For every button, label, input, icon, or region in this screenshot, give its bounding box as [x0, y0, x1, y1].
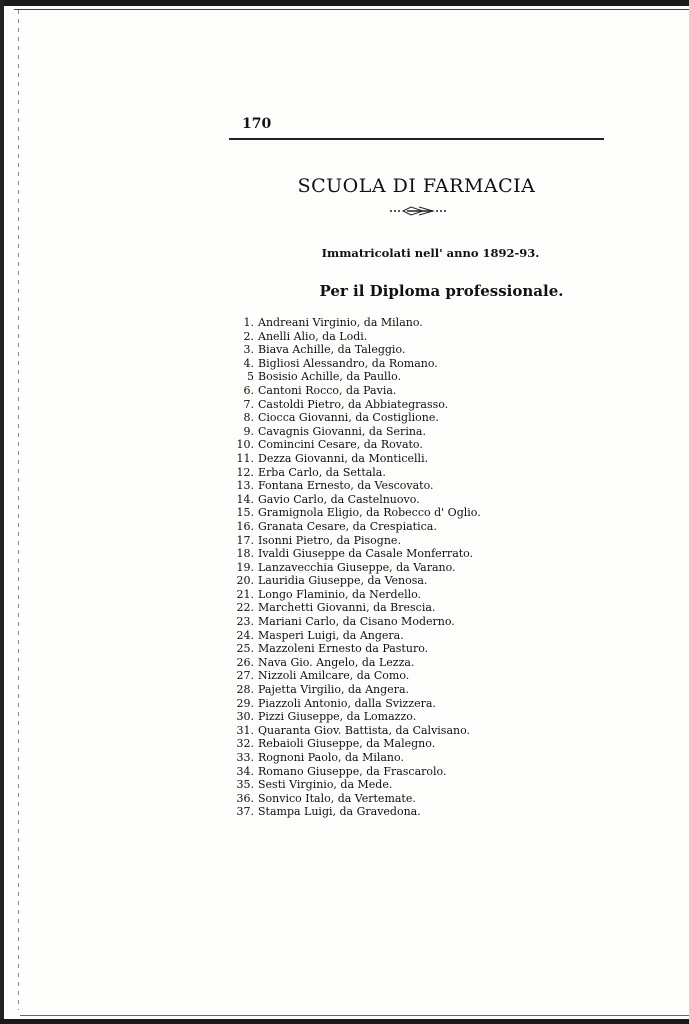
enrollment-year-subtitle: Immatricolati nell' anno 1892-93.: [321, 246, 540, 260]
list-item-number: 25.: [236, 642, 254, 656]
list-item: [232, 574, 481, 588]
list-item: [232, 316, 481, 330]
list-item-text: Granata Cesare, da Crespiatica.: [258, 519, 437, 533]
list-item-number: 26.: [236, 655, 254, 669]
list-item-number: 5: [247, 370, 254, 384]
list-item: [232, 778, 481, 792]
list-item: [232, 330, 481, 344]
list-item: [232, 683, 481, 697]
list-item-text: Nizzoli Amilcare, da Como.: [258, 669, 410, 683]
header-rule: [229, 138, 604, 140]
list-item-number: 19.: [236, 560, 254, 574]
list-item-number: 31.: [236, 723, 254, 737]
list-item-text: Pajetta Virgilio, da Angera.: [258, 683, 410, 697]
list-item-text: Andreani Virginio, da Milano.: [258, 316, 423, 329]
list-item-text: Mazzoleni Ernesto da Pasturo.: [258, 642, 429, 656]
list-item-text: Cavagnis Giovanni, da Serina.: [258, 424, 426, 438]
page-number: 170: [242, 116, 272, 132]
ornament-divider-icon: [389, 205, 447, 217]
list-item-text: Masperi Luigi, da Angera.: [258, 628, 404, 642]
list-item-number: 1.: [243, 316, 254, 329]
list-item-text: Dezza Giovanni, da Monticelli.: [258, 451, 429, 465]
list-item-number: 3.: [243, 343, 254, 357]
list-item-text: Comincini Cesare, da Rovato.: [258, 438, 423, 452]
list-item: [232, 534, 481, 548]
list-item-text: Mariani Carlo, da Cisano Moderno.: [258, 615, 455, 629]
list-item-text: Castoldi Pietro, da Abbiategrasso.: [258, 397, 449, 411]
list-item-number: 36.: [236, 791, 254, 805]
list-item-text: Cantoni Rocco, da Pavia.: [258, 383, 397, 397]
list-item-number: 20.: [236, 574, 254, 588]
list-item-number: 15.: [236, 506, 254, 520]
scan-bottom-rule: [20, 1015, 689, 1016]
list-item: [232, 629, 481, 643]
list-item: [232, 493, 481, 507]
list-item-text: Quaranta Giov. Battista, da Calvisano.: [258, 723, 471, 737]
list-item: [232, 411, 481, 425]
list-item: [232, 479, 481, 493]
list-item: [232, 805, 481, 819]
list-item-text: Bigliosi Alessandro, da Romano.: [258, 356, 438, 370]
list-item-text: Pizzi Giuseppe, da Lomazzo.: [258, 710, 417, 724]
list-item: [232, 615, 481, 629]
scan-top-rule: [14, 9, 689, 10]
list-item-number: 13.: [236, 479, 254, 493]
list-item: [232, 792, 481, 806]
list-item: [232, 452, 481, 466]
list-item-number: 9.: [243, 424, 254, 438]
list-item: [232, 751, 481, 765]
list-item: [232, 357, 481, 371]
list-item-text: Nava Gio. Angelo, da Lezza.: [258, 655, 415, 669]
list-item-number: 14.: [236, 492, 254, 506]
list-item-number: 24.: [236, 628, 254, 642]
list-item-number: 4.: [243, 356, 254, 370]
list-item-text: Lauridia Giuseppe, da Venosa.: [258, 574, 428, 588]
list-item: [232, 506, 481, 520]
list-item-number: 18.: [236, 547, 254, 561]
list-item-text: Romano Giuseppe, da Frascarolo.: [258, 764, 447, 778]
list-item-text: Erba Carlo, da Settala.: [258, 465, 386, 479]
student-list: [232, 316, 481, 819]
list-item-number: 35.: [236, 778, 254, 792]
list-item-text: Bosisio Achille, da Paullo.: [258, 370, 402, 384]
list-item: [232, 370, 481, 384]
list-item: [232, 561, 481, 575]
list-item: [232, 669, 481, 683]
list-item: [232, 656, 481, 670]
list-item: [232, 601, 481, 615]
list-item-number: 7.: [243, 397, 254, 411]
list-item-number: 16.: [236, 519, 254, 533]
list-item-number: 6.: [243, 383, 254, 397]
list-item: [232, 398, 481, 412]
list-item-text: Ivaldi Giuseppe da Casale Monferrato.: [258, 547, 474, 561]
list-item-number: 8.: [243, 411, 254, 425]
list-item: [232, 737, 481, 751]
list-item-text: Lanzavecchia Giuseppe, da Varano.: [258, 560, 456, 574]
list-item-number: 27.: [236, 669, 254, 683]
list-item-text: Isonni Pietro, da Pisogne.: [258, 533, 401, 547]
list-item-number: 12.: [236, 465, 254, 479]
list-item-number: 37.: [236, 805, 254, 819]
list-item: [232, 438, 481, 452]
list-item-text: Stampa Luigi, da Gravedona.: [258, 805, 421, 819]
list-item-text: Gavio Carlo, da Castelnuovo.: [258, 492, 420, 506]
list-item-number: 28.: [236, 683, 254, 697]
list-item-number: 2.: [243, 329, 254, 343]
list-item: [232, 384, 481, 398]
list-item: [232, 724, 481, 738]
list-item-text: Piazzoli Antonio, dalla Svizzera.: [258, 696, 436, 710]
list-item-number: 34.: [236, 764, 254, 778]
scan-bottom-border: [0, 1019, 689, 1024]
list-item-text: Rognoni Paolo, da Milano.: [258, 751, 404, 764]
list-item-number: 32.: [236, 737, 254, 751]
list-item-number: 10.: [236, 438, 254, 452]
list-item: [232, 697, 481, 711]
list-item-text: Gramignola Eligio, da Robecco d' Oglio.: [258, 506, 481, 520]
scan-binding-marks: [18, 10, 19, 1010]
list-item-text: Sesti Virginio, da Mede.: [258, 778, 393, 792]
list-item-number: 33.: [236, 751, 254, 764]
list-item-number: 30.: [236, 710, 254, 724]
list-item: [232, 642, 481, 656]
list-item-text: Longo Flaminio, da Nerdello.: [258, 587, 422, 601]
list-item-number: 29.: [236, 696, 254, 710]
page-title: SCUOLA DI FARMACIA: [297, 175, 536, 197]
list-item-text: Marchetti Giovanni, da Brescia.: [258, 601, 436, 615]
list-item: [232, 425, 481, 439]
list-item: [232, 547, 481, 561]
list-item: [232, 765, 481, 779]
list-item-text: Rebaioli Giuseppe, da Malegno.: [258, 737, 436, 751]
list-item-number: 11.: [236, 451, 254, 465]
list-item-text: Anelli Alio, da Lodi.: [258, 329, 368, 343]
list-item-text: Ciocca Giovanni, da Costiglione.: [258, 411, 439, 425]
list-item-number: 23.: [236, 615, 254, 629]
list-item: [232, 466, 481, 480]
list-item: [232, 520, 481, 534]
list-item: [232, 588, 481, 602]
scan-left-edge: [0, 0, 4, 1024]
section-heading: Per il Diploma professionale.: [319, 282, 564, 300]
list-item-number: 17.: [236, 533, 254, 547]
list-item: [232, 343, 481, 357]
list-item-text: Fontana Ernesto, da Vescovato.: [258, 479, 434, 493]
list-item-number: 22.: [236, 601, 254, 615]
scan-top-border: [0, 0, 689, 6]
list-item-text: Sonvico Italo, da Vertemate.: [258, 791, 416, 805]
list-item-number: 21.: [236, 587, 254, 601]
list-item-text: Biava Achille, da Taleggio.: [258, 343, 406, 357]
list-item: [232, 710, 481, 724]
